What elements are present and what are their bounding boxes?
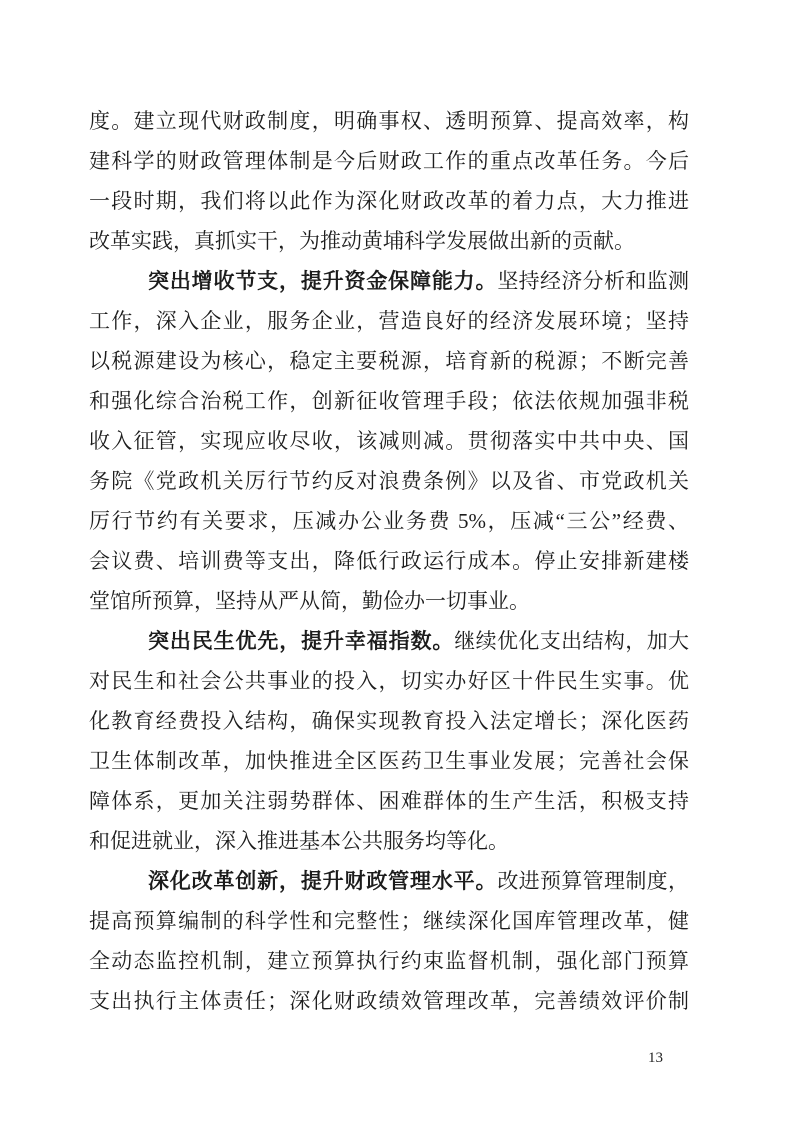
text-line xyxy=(89,341,689,381)
text-line xyxy=(89,701,689,741)
paragraph-text: 卫生体制改革，加快推进全区医药卫生事业发展；完善社会保 xyxy=(89,749,689,773)
text-line xyxy=(89,141,689,181)
paragraph-text: 坚持经济分析和监测 xyxy=(497,269,689,293)
paragraph-text: 改进预算管理制度， xyxy=(497,869,689,893)
paragraph-text: 障体系，更加关注弱势群体、困难群体的生产生活，积极支持 xyxy=(89,789,689,813)
paragraph-lead: 突出民生优先，提升幸福指数。 xyxy=(148,629,455,653)
paragraph-text: 和促进就业，深入推进基本公共服务均等化。 xyxy=(89,829,509,853)
paragraph-text: 厉行节约有关要求，压减办公业务费 5%，压减“三公”经费、 xyxy=(89,509,689,533)
paragraph-text: 改革实践，真抓实干，为推动黄埔科学发展做出新的贡献。 xyxy=(89,229,635,253)
paragraph-text: 度。建立现代财政制度，明确事权、透明预算、提高效率，构 xyxy=(89,109,689,133)
text-line xyxy=(89,261,689,301)
paragraph-text: 全动态监控机制，建立预算执行约束监督机制，强化部门预算 xyxy=(89,949,689,973)
paragraph-text: 继续优化支出结构，加大 xyxy=(454,629,689,653)
text-line xyxy=(89,501,689,541)
paragraph-text: 和强化综合治税工作，创新征收管理手段；依法依规加强非税 xyxy=(89,389,689,413)
paragraph-text: 以税源建设为核心，稳定主要税源，培育新的税源；不断完善 xyxy=(89,349,689,373)
paragraph-text: 收入征管，实现应收尽收，该减则减。贯彻落实中共中央、国 xyxy=(89,429,689,453)
paragraph-text: 堂馆所预算，坚持从严从简，勤俭办一切事业。 xyxy=(89,589,530,613)
paragraph-text: 工作，深入企业，服务企业，营造良好的经济发展环境；坚持 xyxy=(89,309,689,333)
paragraph-lead: 突出增收节支，提升资金保障能力。 xyxy=(148,269,498,293)
paragraph-text: 建科学的财政管理体制是今后财政工作的重点改革任务。今后 xyxy=(89,149,689,173)
paragraph-text: 化教育经费投入结构，确保实现教育投入法定增长；深化医药 xyxy=(89,709,689,733)
text-line xyxy=(89,221,689,261)
paragraph-text: 提高预算编制的科学性和完整性；继续深化国库管理改革，健 xyxy=(89,909,689,933)
document-body xyxy=(89,101,689,1021)
text-line xyxy=(89,421,689,461)
text-line xyxy=(89,461,689,501)
text-line xyxy=(89,941,689,981)
text-line xyxy=(89,741,689,781)
text-line xyxy=(89,781,689,821)
page-number: 13 xyxy=(648,1050,663,1066)
paragraph-text: 一段时期，我们将以此作为深化财政改革的着力点，大力推进 xyxy=(89,189,689,213)
text-line xyxy=(89,581,689,621)
paragraph-lead: 深化改革创新，提升财政管理水平。 xyxy=(148,869,498,893)
text-line xyxy=(89,861,689,901)
text-line xyxy=(89,301,689,341)
text-line xyxy=(89,101,689,141)
text-line xyxy=(89,621,689,661)
paragraph-text: 务院《党政机关厉行节约反对浪费条例》以及省、市党政机关 xyxy=(89,469,689,493)
text-line xyxy=(89,181,689,221)
text-line xyxy=(89,981,689,1021)
text-line xyxy=(89,821,689,861)
text-line xyxy=(89,901,689,941)
paragraph-text: 支出执行主体责任；深化财政绩效管理改革，完善绩效评价制 xyxy=(89,989,689,1013)
text-line xyxy=(89,541,689,581)
paragraph-text: 对民生和社会公共事业的投入，切实办好区十件民生实事。优 xyxy=(89,669,689,693)
text-line xyxy=(89,381,689,421)
paragraph-text: 会议费、培训费等支出，降低行政运行成本。停止安排新建楼 xyxy=(89,549,689,573)
text-line xyxy=(89,661,689,701)
